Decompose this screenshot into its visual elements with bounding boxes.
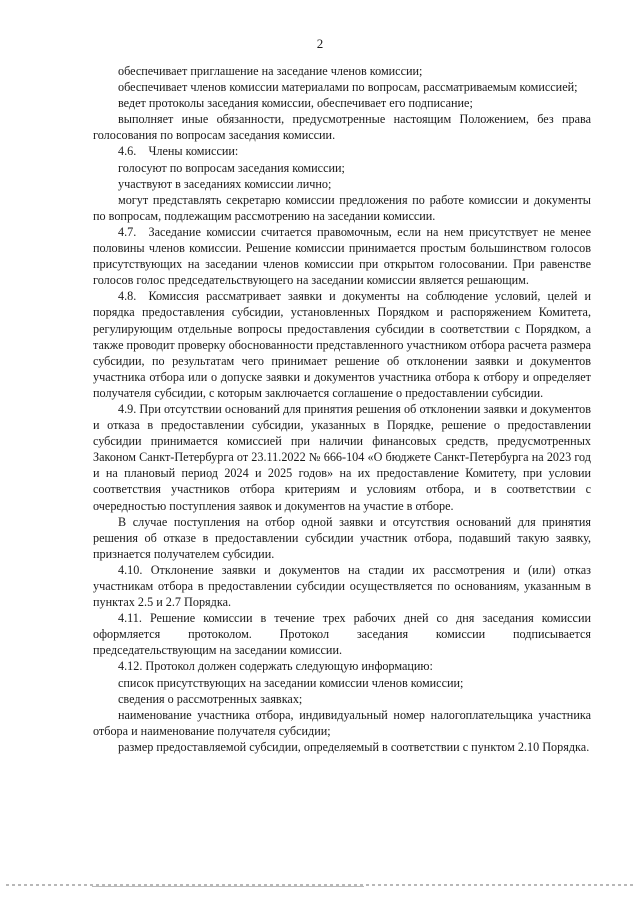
document-body (93, 63, 591, 755)
paragraph-subsidy-amount: размер предоставляемой субсидии, определяемый в соответствии с пунктом 2.10 Порядка. (118, 739, 590, 754)
page-number: 2 (316, 36, 324, 51)
paragraph-secretary-minutes: ведет протоколы заседания комиссии, обеспечивает его подписание; (118, 96, 473, 111)
paragraph-4-9: 4.9. При отсутствии оснований для принятия решения об отклонении заявки и документов и отказа в предоставлении субсидии, указанных в Порядке, решение о предоставлении субсидии принимается комиссией при наличии финансовых средств, предусмотренных Законом Санкт-Петербурга от 23.11.2022 № 666-104 «О бюджете Санкт-Петербурга на 2023 год и на плановый период 2024 и 2025 годов» на их предоставление Комитету, при условии соответствия участников отбора критериям и условиям отбора, и в соответствии с очередностью поступления заявок и документов на участие в отборе. (93, 401, 591, 513)
paragraph-members-proposals: могут представлять секретарю комиссии предложения по работе комиссии и документы по вопросам, подлежащим рассмотрению на заседании комиссии. (93, 192, 591, 223)
paragraph-4-8: 4.8. Комиссия рассматривает заявки и документы на соблюдение условий, целей и порядка предоставления субсидии, установленных Порядком и распоряжением Комитета, регулирующим отдельные вопросы предоставления субсидии в соответствии с Порядком, а также проводит проверку обоснованности представленного участником отбора расчета размера субсидии, по результатам чего принимает решение об отклонении заявки и документов участника отбора или о допуске заявки и документов участника отбора к отбору и определяет получателя субсидии, с которым заключается соглашение о предоставлении субсидии. (93, 289, 591, 400)
paragraph-members-vote: голосуют по вопросам заседания комиссии; (118, 160, 345, 175)
paragraph-single-application: В случае поступления на отбор одной заявки и отсутствия оснований для принятия решения об отказе в предоставлении субсидии участник отбора, подавший такую заявку, признается получателем субсидии. (93, 514, 591, 561)
paragraph-4-6-heading: 4.6. Члены комиссии: (118, 144, 239, 159)
paragraph-secretary-other-duties: выполняет иные обязанности, предусмотренные настоящим Положением, без права голосования по вопросам заседания комиссии. (93, 112, 591, 143)
paragraph-secretary-invites: обеспечивает приглашение на заседание членов комиссии; (118, 64, 423, 78)
paragraph-secretary-materials: обеспечивает членов комиссии материалами по вопросам, рассматриваемым комиссией; (118, 80, 578, 95)
scan-artifact-line-solid (92, 886, 364, 887)
paragraph-4-11: 4.11. Решение комиссии в течение трех рабочих дней со дня заседания комиссии оформляется протоколом. Протокол заседания комиссии подписывается председательствующим на заседании комиссии. (93, 611, 591, 658)
paragraph-4-12: 4.12. Протокол должен содержать следующую информацию: (118, 659, 433, 674)
paragraph-members-attend: участвуют в заседаниях комиссии лично; (118, 176, 332, 191)
paragraph-attendees-list: список присутствующих на заседании комиссии членов комиссии; (118, 675, 464, 690)
paragraph-participant-name: наименование участника отбора, индивидуальный номер налогоплательщика участника отбора и наименование получателя субсидии; (93, 707, 591, 738)
paragraph-4-10: 4.10. Отклонение заявки и документов на стадии их рассмотрения и (или) отказ участникам отбора в предоставлении субсидии осуществляется по основаниям, указанным в пунктах 2.5 и 2.7 Порядка. (93, 562, 591, 610)
paragraph-applications-info: сведения о рассмотренных заявках; (118, 691, 303, 706)
paragraph-4-7: 4.7. Заседание комиссии считается правомочным, если на нем присутствует не менее половины членов комиссии. Решение комиссии принимается простым большинством голосов присутствующих на заседании членов комиссии при открытом голосовании. При равенстве голосов голос председательствующего на заседании комиссии является решающим. (93, 224, 591, 288)
